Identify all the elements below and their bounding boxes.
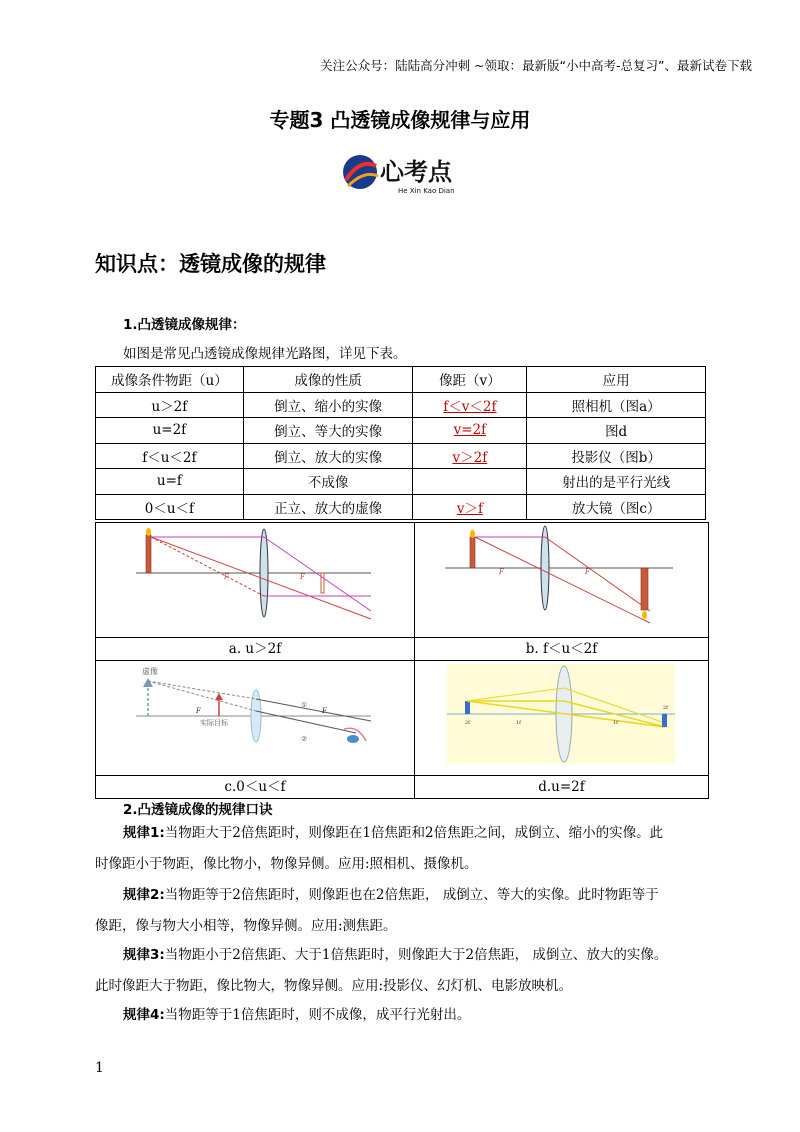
rule-1-label: 规律1: xyxy=(123,825,165,841)
rule-4-line1: 当物距等于1倍焦距时，则不成像，成平行光射出。 xyxy=(164,1007,471,1023)
rule-1 xyxy=(95,818,710,880)
ray1-label: ① xyxy=(301,701,308,709)
table-cell: 正立、放大的虚像 xyxy=(243,494,413,520)
focus-label: F xyxy=(300,573,305,581)
rule-4 xyxy=(95,1000,710,1031)
table-cell xyxy=(413,443,527,469)
ray-diagram-c xyxy=(96,661,414,771)
sub-heading: 1.凸透镜成像规律： xyxy=(123,317,246,333)
table-cell xyxy=(413,494,527,520)
d-left-f: 1f xyxy=(516,720,522,726)
d-left-2f: 2f xyxy=(465,720,471,726)
real-object-label: 实际目标 xyxy=(200,719,228,727)
ray2-label: ② xyxy=(301,735,308,743)
ray-diagram-b xyxy=(415,523,708,633)
d-right-f: 1f xyxy=(613,720,619,726)
table-header-row xyxy=(96,367,706,393)
table-cell: 图d xyxy=(527,418,706,444)
table-cell: 放大镜（图c） xyxy=(527,494,706,520)
focus-label: F xyxy=(224,573,229,581)
focus-label: F xyxy=(499,568,504,576)
table-cell xyxy=(413,469,527,495)
diagram-grid xyxy=(95,522,709,799)
table-cell: 照相机（图a） xyxy=(527,392,706,418)
rule-4-label: 规律4: xyxy=(123,1007,165,1023)
diagram-a xyxy=(96,523,415,638)
diagram-b xyxy=(415,523,709,638)
table-cell: 倒立、等大的实像 xyxy=(243,418,413,444)
rule-2-line2: 像距，像与物大小相等，物像异侧。应用:测焦距。 xyxy=(95,918,397,934)
table-header-cell: 成像条件物距（u） xyxy=(96,367,244,393)
table-cell: u=2f xyxy=(96,418,244,444)
d-right-2f: 2f xyxy=(663,705,669,711)
rule-3-line1: 当物距小于2倍焦距、大于1倍焦距时，则像距大于2倍焦距， 成倒立、放大的实像。 xyxy=(164,947,668,963)
diagram-b-caption: b. f＜u＜2f xyxy=(415,638,709,661)
table-header-cell: 应用 xyxy=(527,367,706,393)
rule-3 xyxy=(95,940,710,1002)
ray-diagram-d xyxy=(415,661,708,771)
table-cell xyxy=(413,392,527,418)
table-cell xyxy=(413,418,527,444)
focus-label: F xyxy=(585,568,590,576)
table-cell: 射出的是平行光线 xyxy=(527,469,706,495)
rule-2-label: 规律2: xyxy=(123,887,165,903)
table-cell: 倒立、缩小的实像 xyxy=(243,392,413,418)
intro-text: 如图是常见凸透镜成像规律光路图，详见下表。 xyxy=(123,346,407,362)
table-cell: 投影仪（图b） xyxy=(527,443,706,469)
ray-diagram-a xyxy=(96,523,414,633)
rule-2-line1: 当物距等于2倍焦距时，则像距也在2倍焦距， 成倒立、等大的实像。此时物距等于 xyxy=(164,887,659,903)
table-row xyxy=(96,418,706,444)
diagram-a-caption: a. u＞2f xyxy=(96,638,415,661)
table-row xyxy=(96,443,706,469)
table-header-cell: 像距（v） xyxy=(413,367,527,393)
table-row xyxy=(96,469,706,495)
diagram-c xyxy=(96,661,415,776)
rule-3-line2: 此时像距大于物距，像比物大，物像异侧。应用:投影仪、幻灯机、电影放映机。 xyxy=(95,978,573,994)
table-cell: 倒立、放大的实像 xyxy=(243,443,413,469)
image-distance: v＞f xyxy=(456,500,483,517)
diagram-d xyxy=(415,661,709,776)
table-header-cell: 成像的性质 xyxy=(243,367,413,393)
table-cell: u=f xyxy=(96,469,244,495)
header-note: 关注公众号：陆陆高分冲刺 ~领取：最新版“小中高考-总复习”、最新试卷下载 xyxy=(320,58,752,73)
image-distance: f＜v＜2f xyxy=(443,398,497,415)
page-title: 专题3 凸透镜成像规律与应用 xyxy=(269,108,531,132)
section-heading: 知识点：透镜成像的规律 xyxy=(95,252,326,276)
logo-subtext: He Xin Kao Dian xyxy=(398,187,455,195)
focus-label: F xyxy=(196,707,201,715)
focus-label: F xyxy=(322,707,327,715)
table-row xyxy=(96,392,706,418)
page-number: 1 xyxy=(95,1060,104,1076)
rule-1-line2: 时像距小于物距，像比物小，物像异侧。应用:照相机、摄像机。 xyxy=(95,856,478,872)
table-cell: u＞2f xyxy=(96,392,244,418)
rule-3-label: 规律3: xyxy=(123,947,165,963)
virtual-image-label: 虚像 xyxy=(142,667,158,676)
table-cell: 不成像 xyxy=(243,469,413,495)
diagram-c-caption: c.0＜u＜f xyxy=(96,776,415,799)
rule-1-line1: 当物距大于2倍焦距时，则像距在1倍焦距和2倍焦距之间，成倒立、缩小的实像。此 xyxy=(164,825,664,841)
rule-2 xyxy=(95,880,710,942)
image-distance: v=2f xyxy=(453,422,487,439)
image-distance: v＞2f xyxy=(452,449,488,466)
rules-heading: 2.凸透镜成像的规律口诀 xyxy=(123,802,273,818)
logo xyxy=(338,150,488,196)
table-row xyxy=(96,494,706,520)
logo-text: 心考点 xyxy=(380,157,452,186)
table-cell: f＜u＜2f xyxy=(96,443,244,469)
table-cell: 0＜u＜f xyxy=(96,494,244,520)
imaging-rules-table xyxy=(95,366,706,520)
diagram-d-caption: d.u=2f xyxy=(415,776,709,799)
